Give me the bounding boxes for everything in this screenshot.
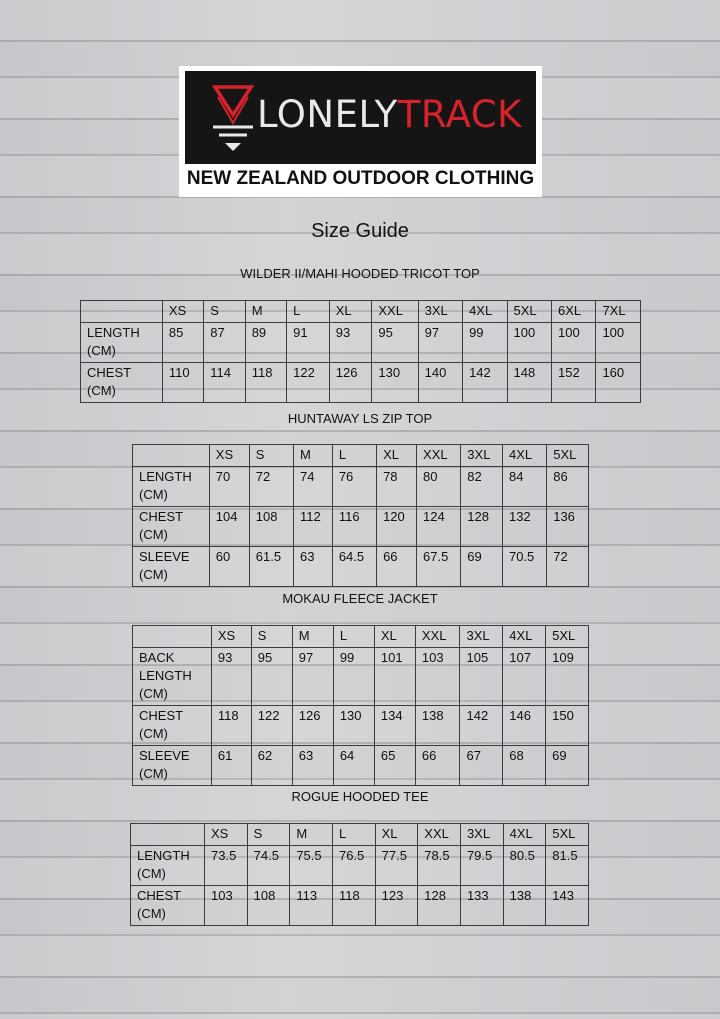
row-label-line: LENGTH [139, 668, 192, 683]
measurement-cell: 89 [245, 323, 286, 363]
measurement-cell: 108 [247, 886, 290, 926]
row-label-line: (CM) [139, 567, 168, 582]
measurement-cell: 123 [375, 886, 418, 926]
measurement-cell: 72 [547, 547, 589, 587]
measurement-cell: 103 [205, 886, 248, 926]
measurement-cell: 118 [245, 363, 286, 403]
size-header-cell: S [204, 301, 245, 323]
row-label-line: (CM) [139, 766, 168, 781]
size-header-cell: 5XL [546, 626, 589, 648]
measurement-cell: 74 [294, 467, 333, 507]
table-row [133, 547, 589, 587]
size-header-cell: XXL [418, 824, 461, 846]
size-header-cell: 5XL [507, 301, 551, 323]
size-header-cell: XL [374, 626, 415, 648]
measurement-cell: 100 [596, 323, 641, 363]
size-header-cell: 4XL [463, 301, 507, 323]
measurement-cell: 61 [211, 746, 251, 786]
size-table [132, 625, 589, 786]
brand-word-track: TRACK [397, 93, 522, 136]
size-header-cell: XL [377, 445, 417, 467]
measurement-cell: 85 [162, 323, 203, 363]
measurement-cell: 113 [290, 886, 333, 926]
measurement-cell: 124 [417, 507, 461, 547]
table-row [81, 323, 641, 363]
table-row [133, 648, 589, 706]
table-row [133, 746, 589, 786]
row-label-line: (CM) [137, 906, 166, 921]
measurement-cell: 110 [162, 363, 203, 403]
measurement-cell: 62 [251, 746, 292, 786]
measurement-cell: 103 [415, 648, 460, 706]
measurement-cell: 142 [460, 706, 503, 746]
size-header-cell: 5XL [546, 824, 589, 846]
measurement-cell: 73.5 [205, 846, 248, 886]
measurement-cell: 67 [460, 746, 503, 786]
table-row [81, 363, 641, 403]
measurement-cell: 64 [333, 746, 374, 786]
measurement-cell: 118 [332, 886, 375, 926]
row-label-cell [133, 706, 212, 746]
size-header-cell: XXL [417, 445, 461, 467]
row-label-cell [133, 507, 210, 547]
measurement-cell: 93 [329, 323, 372, 363]
size-header-cell: 3XL [461, 445, 503, 467]
size-header-cell: XS [211, 626, 251, 648]
measurement-cell: 99 [463, 323, 507, 363]
measurement-cell: 79.5 [460, 846, 503, 886]
measurement-cell: 60 [209, 547, 249, 587]
row-label-line: (CM) [87, 343, 116, 358]
measurement-cell: 93 [211, 648, 251, 706]
measurement-cell: 120 [377, 507, 417, 547]
corner-cell [81, 301, 163, 323]
measurement-cell: 76 [332, 467, 376, 507]
size-header-cell: 4XL [502, 445, 546, 467]
measurement-cell: 142 [463, 363, 507, 403]
measurement-cell: 118 [211, 706, 251, 746]
row-label-line: LENGTH [139, 469, 192, 484]
measurement-cell: 72 [249, 467, 293, 507]
measurement-cell: 105 [460, 648, 503, 706]
size-header-row [81, 301, 641, 323]
measurement-cell: 80.5 [503, 846, 546, 886]
measurement-cell: 150 [546, 706, 589, 746]
measurement-cell: 78.5 [418, 846, 461, 886]
size-header-cell: L [287, 301, 330, 323]
measurement-cell: 66 [415, 746, 460, 786]
size-header-cell: 3XL [418, 301, 462, 323]
row-label-cell [81, 363, 163, 403]
measurement-cell: 74.5 [247, 846, 290, 886]
row-label-cell [81, 323, 163, 363]
row-label-cell [131, 886, 205, 926]
measurement-cell: 97 [292, 648, 333, 706]
measurement-cell: 78 [377, 467, 417, 507]
row-label-line: (CM) [139, 527, 168, 542]
measurement-cell: 95 [251, 648, 292, 706]
measurement-cell: 69 [546, 746, 589, 786]
brand-wordmark [257, 93, 522, 136]
measurement-cell: 109 [546, 648, 589, 706]
measurement-cell: 136 [547, 507, 589, 547]
measurement-cell: 69 [461, 547, 503, 587]
section-title: ROGUE HOODED TEE [291, 789, 429, 804]
measurement-cell: 100 [551, 323, 595, 363]
measurement-cell: 82 [461, 467, 503, 507]
table-row [131, 886, 589, 926]
measurement-cell: 108 [249, 507, 293, 547]
size-table [130, 823, 589, 926]
size-header-cell: XS [209, 445, 249, 467]
measurement-cell: 134 [374, 706, 415, 746]
size-header-cell: L [332, 824, 375, 846]
row-label-line: CHEST [139, 509, 184, 524]
corner-cell [133, 445, 210, 467]
measurement-cell: 152 [551, 363, 595, 403]
size-header-cell: 5XL [547, 445, 589, 467]
size-table [80, 300, 641, 403]
size-header-cell: XS [205, 824, 248, 846]
brand-word-lonely: LONELY [257, 93, 398, 136]
measurement-cell: 84 [502, 467, 546, 507]
size-header-cell: M [290, 824, 333, 846]
table-row [133, 507, 589, 547]
size-header-cell: 4XL [503, 824, 546, 846]
size-header-cell: 3XL [460, 824, 503, 846]
size-header-cell: S [247, 824, 290, 846]
row-label-line: CHEST [87, 365, 132, 380]
row-label-cell [133, 746, 212, 786]
measurement-cell: 148 [507, 363, 551, 403]
measurement-cell: 64.5 [332, 547, 376, 587]
size-header-row [133, 445, 589, 467]
row-label-line: BACK [139, 650, 175, 665]
measurement-cell: 114 [204, 363, 245, 403]
size-header-cell: M [292, 626, 333, 648]
measurement-cell: 70.5 [502, 547, 546, 587]
size-header-cell: XS [162, 301, 203, 323]
corner-cell [131, 824, 205, 846]
measurement-cell: 126 [329, 363, 372, 403]
size-header-cell: M [245, 301, 286, 323]
measurement-cell: 68 [503, 746, 546, 786]
lonelytrack-mark-icon [211, 81, 255, 153]
row-label-line: CHEST [139, 708, 184, 723]
measurement-cell: 143 [546, 886, 589, 926]
measurement-cell: 160 [596, 363, 641, 403]
size-header-row [131, 824, 589, 846]
section-title: MOKAU FLEECE JACKET [282, 591, 438, 606]
measurement-cell: 63 [292, 746, 333, 786]
row-label-line: LENGTH [137, 848, 190, 863]
measurement-cell: 107 [503, 648, 546, 706]
measurement-cell: 101 [374, 648, 415, 706]
logo-banner [185, 71, 536, 164]
size-header-cell: 6XL [551, 301, 595, 323]
size-header-cell: 3XL [460, 626, 503, 648]
size-header-cell: XXL [372, 301, 418, 323]
row-label-line: SLEEVE [139, 748, 190, 763]
size-header-cell: S [251, 626, 292, 648]
size-table [132, 444, 589, 587]
row-label-line: (CM) [137, 866, 166, 881]
section-title: WILDER II/MAHI HOODED TRICOT TOP [240, 266, 480, 281]
measurement-cell: 86 [547, 467, 589, 507]
measurement-cell: 81.5 [546, 846, 589, 886]
corner-cell [133, 626, 212, 648]
row-label-cell [133, 467, 210, 507]
size-header-cell: L [332, 445, 376, 467]
measurement-cell: 133 [460, 886, 503, 926]
size-header-cell: M [294, 445, 333, 467]
size-header-cell: XXL [415, 626, 460, 648]
measurement-cell: 138 [503, 886, 546, 926]
measurement-cell: 67.5 [417, 547, 461, 587]
brand-logo [179, 66, 542, 197]
size-header-cell: 4XL [503, 626, 546, 648]
measurement-cell: 77.5 [375, 846, 418, 886]
measurement-cell: 80 [417, 467, 461, 507]
measurement-cell: 146 [503, 706, 546, 746]
measurement-cell: 87 [204, 323, 245, 363]
brand-tagline: NEW ZEALAND OUTDOOR CLOTHING [186, 168, 535, 189]
size-header-cell: XL [329, 301, 372, 323]
measurement-cell: 95 [372, 323, 418, 363]
size-header-cell: 7XL [596, 301, 641, 323]
size-header-cell: S [249, 445, 293, 467]
table-row [131, 846, 589, 886]
row-label-line: (CM) [139, 686, 168, 701]
page-title: Size Guide [311, 220, 409, 242]
size-header-row [133, 626, 589, 648]
measurement-cell: 130 [333, 706, 374, 746]
measurement-cell: 97 [418, 323, 462, 363]
measurement-cell: 128 [418, 886, 461, 926]
measurement-cell: 116 [332, 507, 376, 547]
row-label-cell [131, 846, 205, 886]
measurement-cell: 99 [333, 648, 374, 706]
measurement-cell: 126 [292, 706, 333, 746]
table-row [133, 706, 589, 746]
measurement-cell: 65 [374, 746, 415, 786]
measurement-cell: 122 [251, 706, 292, 746]
measurement-cell: 130 [372, 363, 418, 403]
measurement-cell: 122 [287, 363, 330, 403]
measurement-cell: 76.5 [332, 846, 375, 886]
measurement-cell: 70 [209, 467, 249, 507]
row-label-line: (CM) [87, 383, 116, 398]
measurement-cell: 112 [294, 507, 333, 547]
size-header-cell: L [333, 626, 374, 648]
row-label-line: (CM) [139, 487, 168, 502]
measurement-cell: 61.5 [249, 547, 293, 587]
measurement-cell: 104 [209, 507, 249, 547]
measurement-cell: 140 [418, 363, 462, 403]
row-label-line: LENGTH [87, 325, 140, 340]
row-label-cell [133, 547, 210, 587]
size-header-cell: XL [375, 824, 418, 846]
section-title: HUNTAWAY LS ZIP TOP [287, 411, 433, 426]
measurement-cell: 100 [507, 323, 551, 363]
table-row [133, 467, 589, 507]
measurement-cell: 132 [502, 507, 546, 547]
measurement-cell: 128 [461, 507, 503, 547]
row-label-line: SLEEVE [139, 549, 190, 564]
measurement-cell: 66 [377, 547, 417, 587]
measurement-cell: 91 [287, 323, 330, 363]
measurement-cell: 75.5 [290, 846, 333, 886]
measurement-cell: 63 [294, 547, 333, 587]
row-label-line: (CM) [139, 726, 168, 741]
row-label-cell [133, 648, 212, 706]
row-label-line: CHEST [137, 888, 182, 903]
measurement-cell: 138 [415, 706, 460, 746]
